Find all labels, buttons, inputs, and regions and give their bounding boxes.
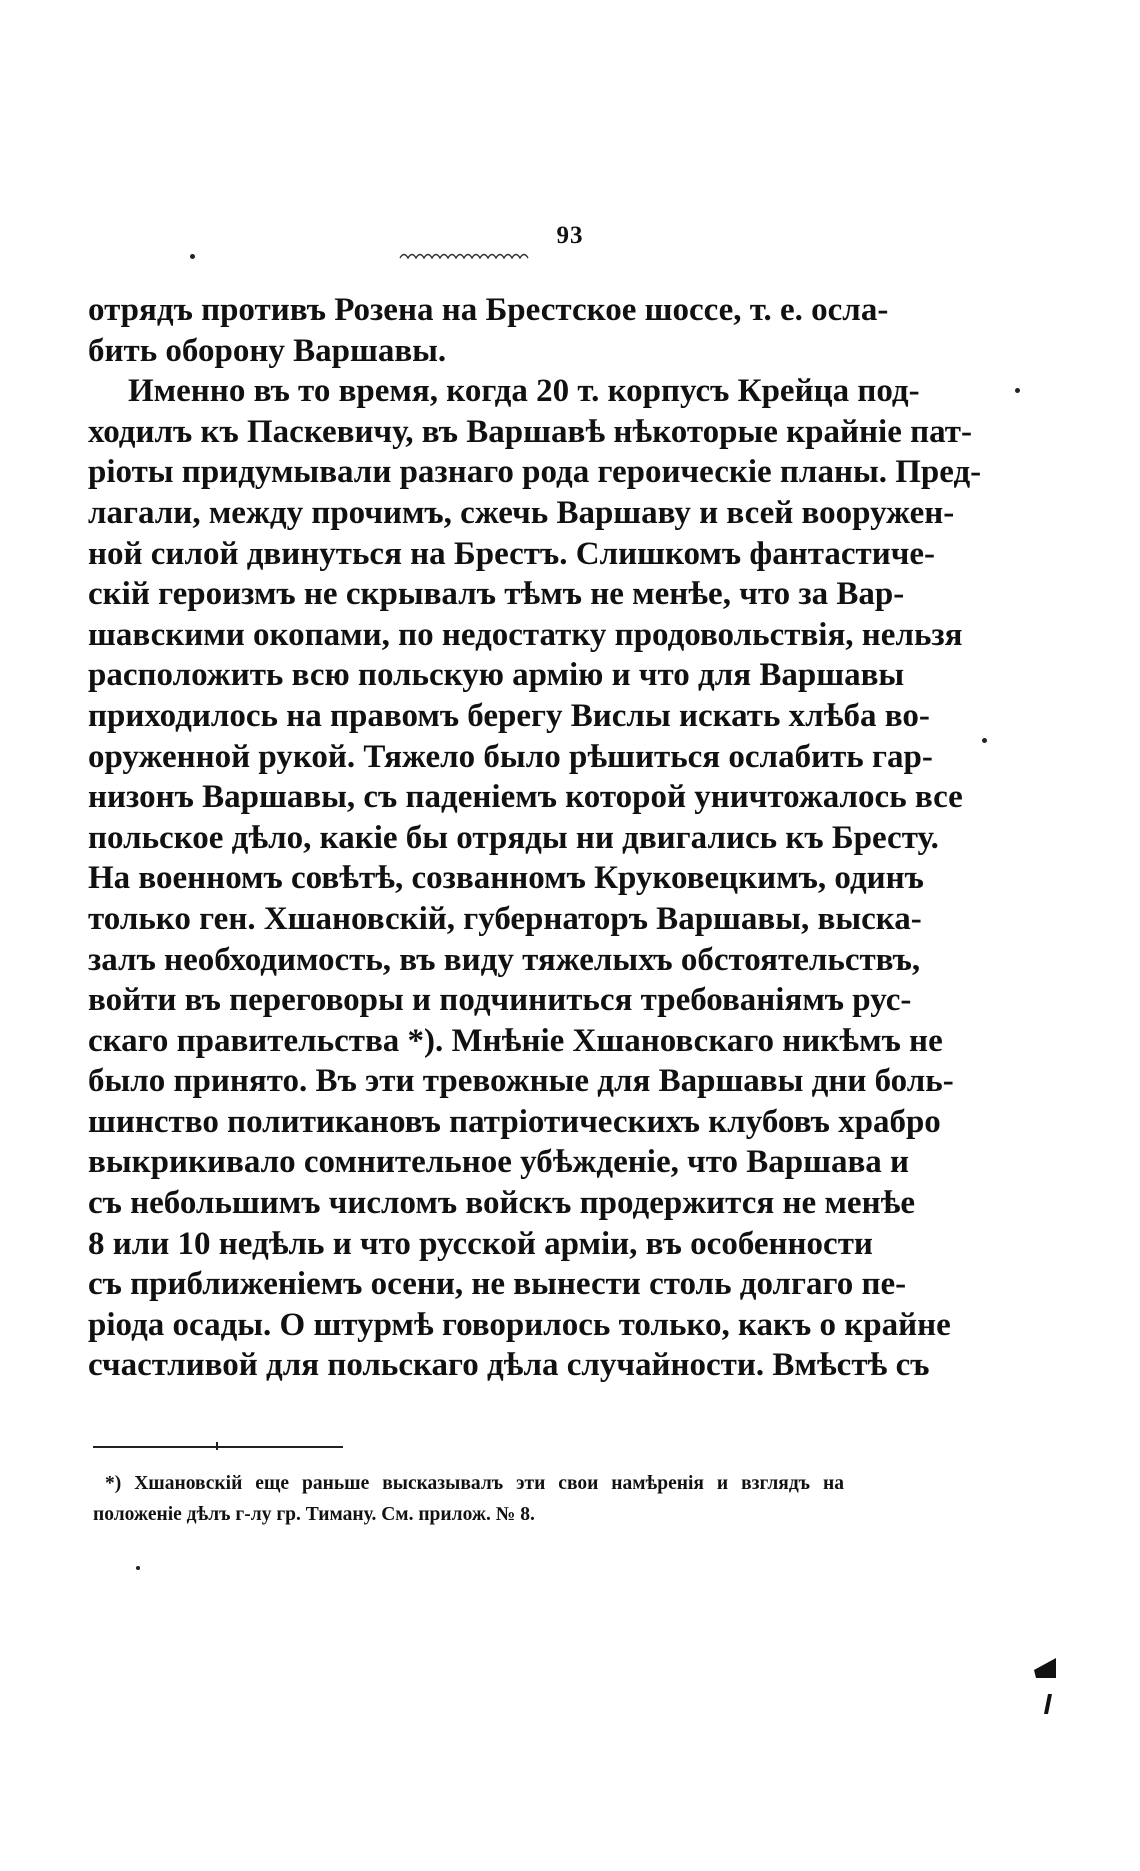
text-line: ріода осады. О штурмѣ говорилось только, какъ о крайне [88, 1306, 951, 1343]
body-text [88, 290, 982, 1386]
text-line: только ген. Хшановскій, губернаторъ Варшавы, выска- [88, 900, 922, 937]
text-line: отрядъ противъ Розена на Брестское шоссе, т. е. осла- [88, 292, 889, 328]
stray-dot [1015, 388, 1020, 393]
text-line: шинство политикановъ патріотическихъ клубовъ храбро [88, 1103, 941, 1140]
footnote-divider [93, 1446, 343, 1448]
ornament-icon [396, 248, 536, 262]
footnote-line: *) Хшановскій еще раньше высказывалъ эти свои намѣренія и взглядъ на [105, 1473, 844, 1494]
text-line: счастливой для польскаго дѣла случайности. Вмѣстѣ съ [88, 1347, 930, 1384]
text-line: оруженной рукой. Тяжело было рѣшиться ослабить гар- [88, 738, 933, 775]
footnote-line: положеніе дѣлъ г-лу гр. Тиману. См. прилож. № 8. [93, 1504, 535, 1525]
stray-dot [982, 738, 987, 743]
text-line: ріоты придумывали разнаго рода героическіе планы. Пред- [88, 454, 982, 491]
text-line: войти въ переговоры и подчиниться требованіямъ рус- [88, 982, 912, 1019]
text-line: выкрикивало сомнительное убѣжденіе, что Варшава и [88, 1144, 910, 1181]
text-line: расположить всю польскую армію и что для Варшавы [88, 657, 905, 694]
footnote [93, 1468, 844, 1530]
page-number: 93 [556, 222, 584, 249]
text-line: ходилъ къ Паскевичу, въ Варшавѣ нѣкоторые крайніе пат- [88, 413, 972, 450]
text-line: приходилось на правомъ берегу Вислы искать хлѣба во- [88, 697, 930, 734]
stray-dot [136, 1566, 140, 1570]
text-line: низонъ Варшавы, съ паденіемъ которой уничтожалось все [88, 779, 963, 816]
text-line: На военномъ совѣтѣ, созванномъ Круковецкимъ, одинъ [88, 860, 924, 897]
text-line: лагали, между прочимъ, сжечь Варшаву и всей вооружен- [88, 494, 955, 531]
text-line: скаго правительства *). Мнѣніе Хшановскаго никѣмъ не [88, 1022, 943, 1059]
text-line: съ приближеніемъ осени, не вынести столь долгаго пе- [88, 1266, 907, 1303]
text-line: 8 или 10 недѣль и что русской арміи, въ особенности [88, 1225, 873, 1262]
text-line: съ небольшимъ числомъ войскъ продержится не менѣе [88, 1185, 916, 1222]
stray-dot [190, 254, 195, 259]
footnote-divider-tick [216, 1442, 218, 1450]
text-line: залъ необходимость, въ виду тяжелыхъ обстоятельствъ, [88, 941, 921, 978]
text-line: Именно въ то время, когда 20 т. корпусъ Крейца под- [128, 373, 920, 410]
text-line: ной силой двинуться на Брестъ. Слишкомъ фантастиче- [88, 535, 935, 572]
text-line: бить оборону Варшавы. [88, 332, 447, 369]
text-line: шавскими окопами, по недостатку продовольствія, нельзя [88, 616, 963, 653]
ink-mark-icon [1030, 1656, 1060, 1716]
text-line: было принято. Въ эти тревожные для Варшавы дни боль- [88, 1063, 954, 1100]
text-line: польское дѣло, какіе бы отряды ни двигались къ Бресту. [88, 819, 939, 856]
text-line: скій героизмъ не скрывалъ тѣмъ не менѣе, что за Вар- [88, 576, 905, 613]
